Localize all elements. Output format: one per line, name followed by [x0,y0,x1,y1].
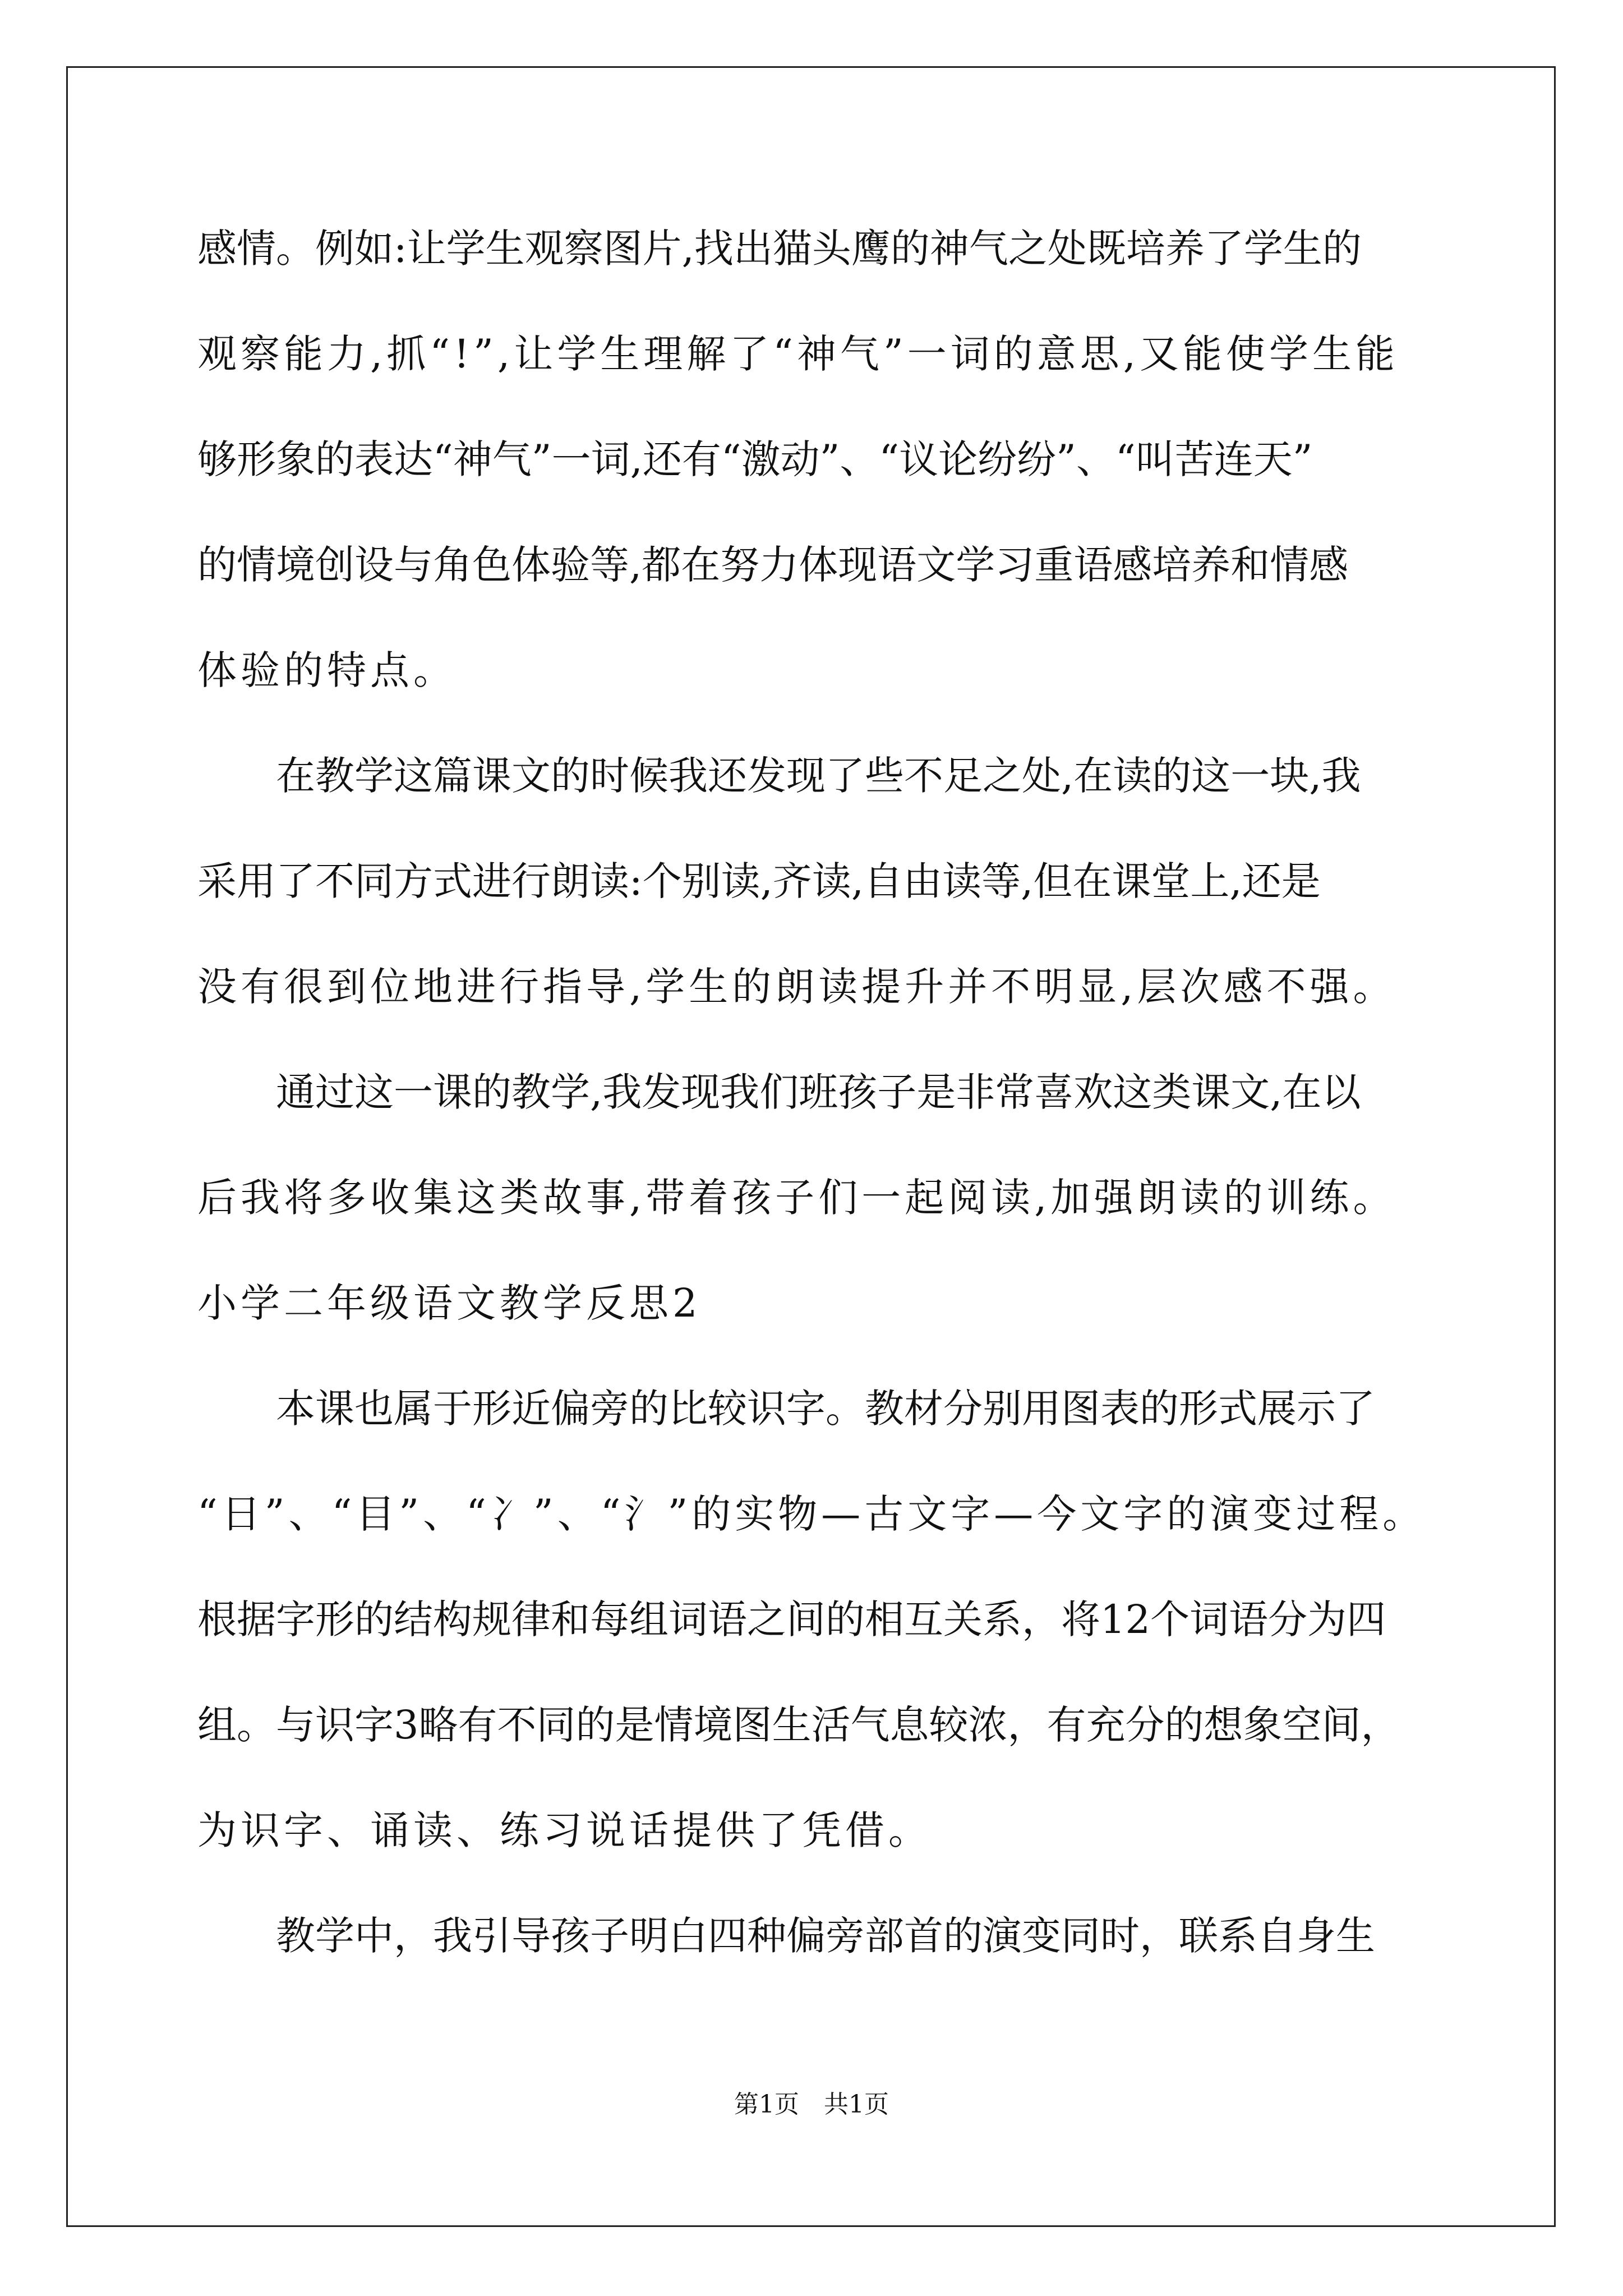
text-line: 通过这一课的教学,我发现我们班孩子是非常喜欢这类课文,在以 [197,1069,1361,1115]
page-border [66,66,1556,2227]
text-line: 组。与识字3略有不同的是情境图生活气息较浓，有充分的想象空间， [197,1702,1400,1748]
text-line: 采用了不同方式进行朗读:个别读,齐读,自由读等,但在课堂上,还是 [197,858,1321,904]
text-line: 的情境创设与角色体验等,都在努力体现语文学习重语感培养和情感 [197,542,1349,588]
text-line: 在教学这篇课文的时候我还发现了些不足之处,在读的这一块,我 [197,753,1361,799]
text-line: 体验的特点。 [197,647,457,693]
text-line: 感情。例如:让学生观察图片,找出猫头鹰的神气之处既培养了学生的 [197,226,1362,272]
text-line: 观察能力,抓“!”,让学生理解了“神气”一词的意思,又能使学生能 [197,331,1399,377]
text-line: 根据字形的结构规律和每组词语之间的相互关系，将12个词语分为四 [197,1596,1386,1642]
section-heading: 小学二年级语文教学反思2 [197,1280,702,1326]
text-line: “日”、“目”、“冫”、“氵”的实物—古文字—今文字的演变过程。 [197,1491,1426,1537]
text-line: 没有很到位地进行指导,学生的朗读提升并不明显,层次感不强。 [197,964,1396,1010]
page-footer: 第1页 共1页 [734,2090,889,2119]
text-line: 后我将多收集这类故事,带着孩子们一起阅读,加强朗读的训练。 [197,1175,1396,1221]
text-line: 为识字、诵读、练习说话提供了凭借。 [197,1807,932,1853]
text-line: 够形象的表达“神气”一词,还有“激动”、“议论纷纷”、“叫苦连天” [197,436,1313,482]
text-line: 本课也属于形近偏旁的比较识字。教材分别用图表的形式展示了 [197,1386,1375,1432]
text-line: 教学中，我引导孩子明白四种偏旁部首的演变同时，联系自身生 [197,1913,1375,1959]
